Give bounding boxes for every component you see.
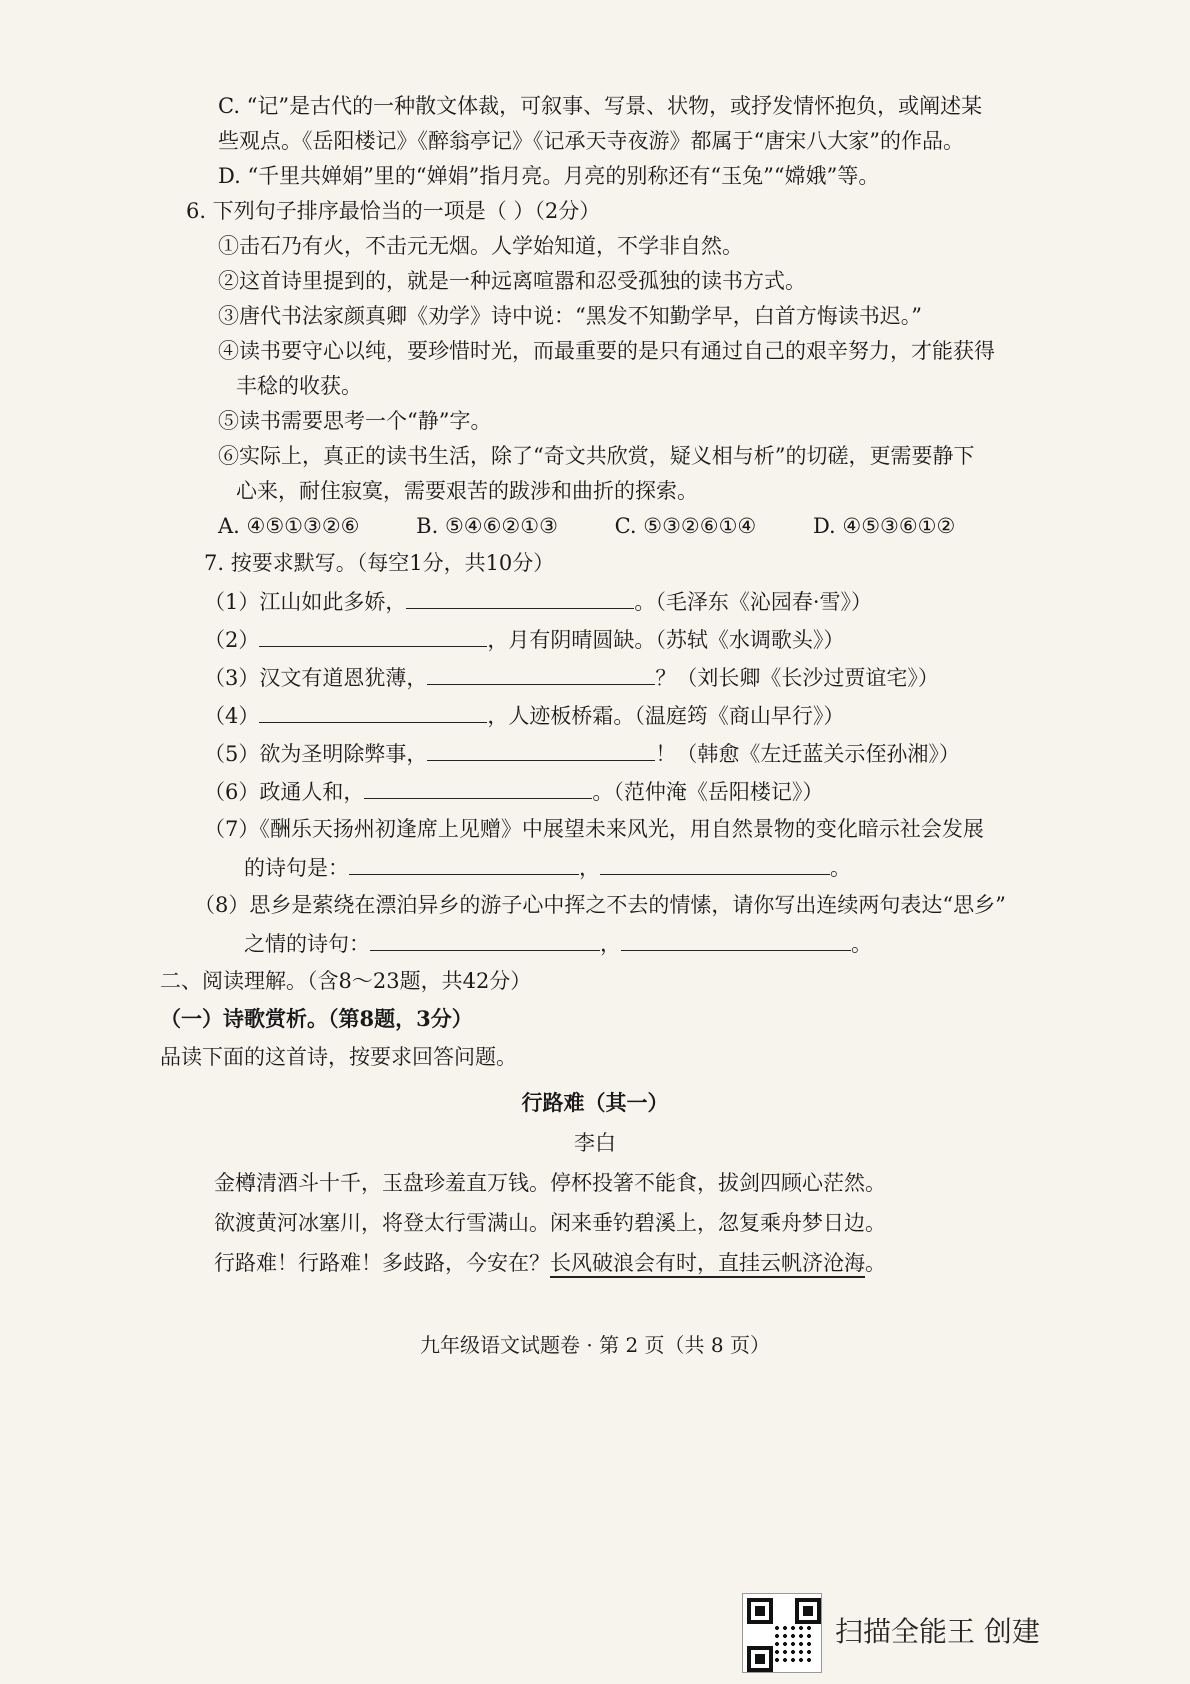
q7-item-7-line2: 的诗句是： ， 。 <box>244 852 851 883</box>
answer-blank[interactable] <box>621 928 851 951</box>
q6-stem <box>186 196 600 226</box>
q7-item-5: （5）欲为圣明除弊事， ！（韩愈《左迁蓝关示侄孙湘》） <box>204 738 960 769</box>
q7-item-8-line1: （8）思乡是萦绕在漂泊异乡的游子心中挥之不去的情愫，请你写出连续两句表达“思乡” <box>194 893 1006 917</box>
poem-line-1: 金樽清酒斗十千，玉盘珍羞直万钱。停杯投箸不能食，拔剑四顾心茫然。 <box>214 1171 886 1195</box>
poem-line-2: 欲渡黄河冰塞川，将登太行雪满山。闲来垂钓碧溪上，忽复乘舟梦日边。 <box>214 1211 886 1235</box>
q6-sentence-5: ⑤读书需要思考一个“静”字。 <box>218 409 492 433</box>
underlined-verse: 长风破浪会有时，直挂云帆济沧海 <box>550 1251 865 1278</box>
answer-blank[interactable] <box>349 852 579 875</box>
scanner-watermark: 扫描全能王 创建 <box>835 1615 1040 1648</box>
q7-item-1: （1）江山如此多娇， 。（毛泽东《沁园春·雪》） <box>204 586 872 617</box>
answer-blank[interactable] <box>600 852 830 875</box>
q7-stem: 7. 按要求默写。（每空1分，共10分） <box>204 551 555 575</box>
q6-sentence-4-line2: 丰稔的收获。 <box>236 374 362 398</box>
answer-blank[interactable] <box>259 624 487 647</box>
answer-blank[interactable] <box>370 928 600 951</box>
qr-code-icon <box>742 1593 822 1673</box>
q7-item-3: （3）汉文有道恩犹薄， ？（刘长卿《长沙过贾谊宅》） <box>204 662 939 693</box>
q7-item-6: （6）政通人和， 。（范仲淹《岳阳楼记》） <box>204 776 823 807</box>
q7-item-8-line2: 之情的诗句： ， 。 <box>244 928 872 959</box>
q6-sentence-6-line1: ⑥实际上，真正的读书生活，除了“奇文共欣赏，疑义相与析”的切磋，更需要静下 <box>218 444 975 468</box>
poem-title: 行路难（其一） <box>521 1090 669 1115</box>
part2-heading: 二、阅读理解。（含8～23题，共42分） <box>160 969 532 993</box>
answer-blank[interactable] <box>427 738 655 761</box>
q6-options <box>218 511 1005 541</box>
q6-option-c: C. ⑤③②⑥①④ <box>614 514 757 538</box>
q6-option-a: A. ④⑤①③②⑥ <box>218 514 360 538</box>
option-d: D. “千里共婵娟”里的“婵娟”指月亮。月亮的别称还有“玉兔”“嫦娥”等。 <box>218 164 880 188</box>
q6-text: 下列句子排序最恰当的一项是（ ）（2分） <box>212 199 601 223</box>
q6-sentence-2: ②这首诗里提到的，就是一种远离喧嚣和忍受孤独的读书方式。 <box>218 269 806 293</box>
option-c-line2: 些观点。《岳阳楼记》《醉翁亭记》《记承天寺夜游》都属于“唐宋八大家”的作品。 <box>218 129 964 153</box>
poem-author: 李白 <box>574 1131 616 1155</box>
poem-line-3: 行路难！行路难！多歧路，今安在？长风破浪会有时，直挂云帆济沧海。 <box>214 1248 886 1278</box>
answer-blank[interactable] <box>406 586 634 609</box>
q6-sentence-4-line1: ④读书要守心以纯，要珍惜时光，而最重要的是只有通过自己的艰辛努力，才能获得 <box>218 339 995 363</box>
q6-sentence-3: ③唐代书法家颜真卿《劝学》诗中说：“黑发不知勤学早，白首方悔读书迟。” <box>218 304 922 328</box>
q6-sentence-6-line2: 心来，耐住寂寞，需要艰苦的跋涉和曲折的探索。 <box>236 479 698 503</box>
poem-instruction: 品读下面的这首诗，按要求回答问题。 <box>160 1045 517 1069</box>
q7-item-7-line1: （7）《酬乐天扬州初逢席上见赠》中展望未来风光，用自然景物的变化暗示社会发展 <box>204 817 984 841</box>
q6-option-d: D. ④⑤③⑥①② <box>812 514 956 538</box>
q7-item-2: （2） ，月有阴晴圆缺。（苏轼《水调歌头》） <box>204 624 844 655</box>
page-footer: 九年级语文试题卷 · 第 2 页（共 8 页） <box>420 1333 770 1357</box>
answer-blank[interactable] <box>259 700 487 723</box>
answer-blank[interactable] <box>364 776 592 799</box>
q6-sentence-1: ①击石乃有火，不击元无烟。人学始知道，不学非自然。 <box>218 234 743 258</box>
option-c-line1: C. “记”是古代的一种散文体裁，可叙事、写景、状物，或抒发情怀抱负，或阐述某 <box>218 94 983 118</box>
q7-item-4: （4） ，人迹板桥霜。（温庭筠《商山早行》） <box>204 700 844 731</box>
answer-blank[interactable] <box>427 662 655 685</box>
part2-subheading: （一）诗歌赏析。（第8题，3分） <box>160 1006 473 1031</box>
q6-option-b: B. ⑤④⑥②①③ <box>416 514 558 538</box>
q6-number: 6. <box>186 199 207 223</box>
